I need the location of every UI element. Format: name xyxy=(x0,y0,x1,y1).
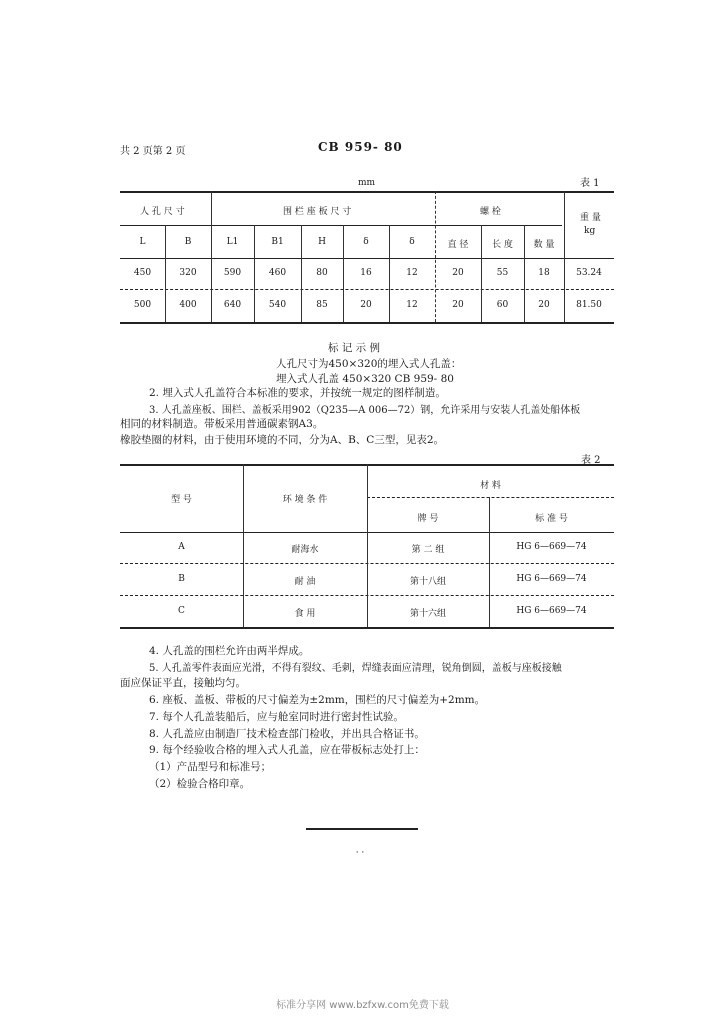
weight-header: 重 量 xyxy=(580,213,601,223)
standard-header: 标 准 号 xyxy=(535,514,568,524)
col-header: 直 径 xyxy=(447,240,469,250)
standard-code: CB 959- 80 xyxy=(318,140,403,154)
table-1-sub-rule xyxy=(120,225,562,226)
note-9-item-1: （1）产品型号和标准号； xyxy=(149,761,272,773)
table-cell: B xyxy=(178,574,185,584)
table-cell: 第十六组 xyxy=(409,609,446,619)
col-header: L xyxy=(139,237,146,247)
table-cell: 20 xyxy=(360,300,372,310)
table-cell: 320 xyxy=(179,268,197,278)
env-header: 环 境 条 件 xyxy=(282,495,328,505)
table-cell: 耐海水 xyxy=(291,545,319,555)
table-cell: 53.24 xyxy=(576,268,602,278)
footer-watermark: 标准分享网 www.bzfxw.com免费下载 xyxy=(276,1000,449,1011)
table-1-header-rule xyxy=(120,258,614,259)
table-cell: 12 xyxy=(406,268,418,278)
table-cell: HG 6—669—74 xyxy=(516,606,587,616)
table-cell: 590 xyxy=(223,268,242,278)
col-header: L1 xyxy=(226,237,239,247)
col-header: 长 度 xyxy=(492,240,513,250)
table-1-unit: mm xyxy=(358,178,376,188)
table-cell: 81.50 xyxy=(576,300,602,310)
table-1-top-rule xyxy=(120,191,614,193)
col-header: 数 量 xyxy=(533,240,555,250)
table-cell: 20 xyxy=(452,300,464,310)
table-cell: 400 xyxy=(179,300,197,310)
marking-line-1: 人孔尺寸为450×320的埋入式人孔盖： xyxy=(276,358,462,370)
manhole-size-header: 人 孔 尺 寸 xyxy=(140,207,185,217)
note-5-cont: 面应保证平直，接触均匀。 xyxy=(120,677,246,689)
note-8: 8. 人孔盖应由制造厂技术检查部门检收，并出具合格证书。 xyxy=(149,728,425,740)
table-cell: 18 xyxy=(538,268,550,278)
table-cell: 450 xyxy=(133,268,152,278)
table-cell: 第十八组 xyxy=(409,577,446,587)
table-cell: 20 xyxy=(538,300,550,310)
note-5: 5. 人孔盖零件表面应光滑，不得有裂纹、毛刺，焊缝表面应清理，锐角倒圆，盖板与座板接触 xyxy=(149,663,562,674)
table-cell: 640 xyxy=(223,300,242,310)
note-9: 9. 每个经验收合格的埋入式人孔盖，应在带板标志处打上： xyxy=(149,744,425,756)
table-cell: 85 xyxy=(316,300,328,310)
marking-title: 标 记 示 例 xyxy=(328,342,381,354)
table-cell: 12 xyxy=(406,300,418,310)
table-cell: 耐 油 xyxy=(294,577,316,587)
table-cell: 540 xyxy=(268,300,287,310)
grade-header: 牌 号 xyxy=(417,514,439,524)
plate-size-header: 围 栏 座 板 尺 寸 xyxy=(283,207,352,217)
material-header: 材 料 xyxy=(480,481,501,491)
type-header: 型 号 xyxy=(171,495,192,505)
col-header: B xyxy=(184,237,192,247)
table-1-label: 表 1 xyxy=(580,178,600,189)
rubber-paragraph: 橡胶垫圈的材料，由于使用环境的不同，分为A、B、C三型，见表2。 xyxy=(120,434,445,446)
table-cell: 60 xyxy=(496,300,509,310)
table-1-row-rule xyxy=(120,289,614,290)
table-cell: 460 xyxy=(268,268,287,278)
table-cell: A xyxy=(178,542,185,552)
table-cell: C xyxy=(178,606,185,616)
note-4: 4. 人孔盖的围栏允许由两半焊成。 xyxy=(149,645,310,657)
table-1-bottom-rule xyxy=(120,322,614,324)
note-7: 7. 每个人孔盖装船后，应与舱室同时进行密封性试验。 xyxy=(149,711,404,723)
page-mark: · · xyxy=(355,848,365,858)
table-cell: 500 xyxy=(133,300,152,310)
table-cell: 16 xyxy=(360,268,372,278)
marking-line-2: 埋入式人孔盖 450×320 CB 959- 80 xyxy=(276,373,454,385)
paragraph-2: 2. 埋入式人孔盖符合本标准的要求，并按统一规定的图样制造。 xyxy=(149,387,446,399)
table-cell: 20 xyxy=(452,268,464,278)
table-cell: 80 xyxy=(316,268,328,278)
table-cell: 55 xyxy=(496,268,509,278)
col-header: δ xyxy=(363,237,369,247)
paragraph-3: 3. 人孔盖座板、围栏、盖板采用902（Q235—A 006—72）钢，允许采用与安装人孔盖处船体板 xyxy=(149,405,581,416)
col-header: B1 xyxy=(271,237,284,247)
table-2-label: 表 2 xyxy=(581,455,601,466)
col-header: H xyxy=(318,237,326,247)
table-cell: HG 6—669—74 xyxy=(516,542,587,552)
col-header: δ xyxy=(409,237,415,247)
bolt-header: 螺 栓 xyxy=(480,207,501,217)
end-rule xyxy=(306,828,418,830)
paragraph-3-cont: 相同的材料制造。带板采用普通碳素钢A3。 xyxy=(120,418,324,430)
table-cell: 第 二 组 xyxy=(411,545,445,555)
note-9-item-2: （2）检验合格印章。 xyxy=(149,778,251,790)
table-cell: HG 6—669—74 xyxy=(516,574,587,584)
note-6: 6. 座板、盖板、带板的尺寸偏差为±2mm，围栏的尺寸偏差为+2mm。 xyxy=(149,694,486,706)
weight-unit: kg xyxy=(584,226,596,236)
page-info: 共 2 页第 2 页 xyxy=(120,146,186,157)
table-cell: 食 用 xyxy=(294,609,316,619)
